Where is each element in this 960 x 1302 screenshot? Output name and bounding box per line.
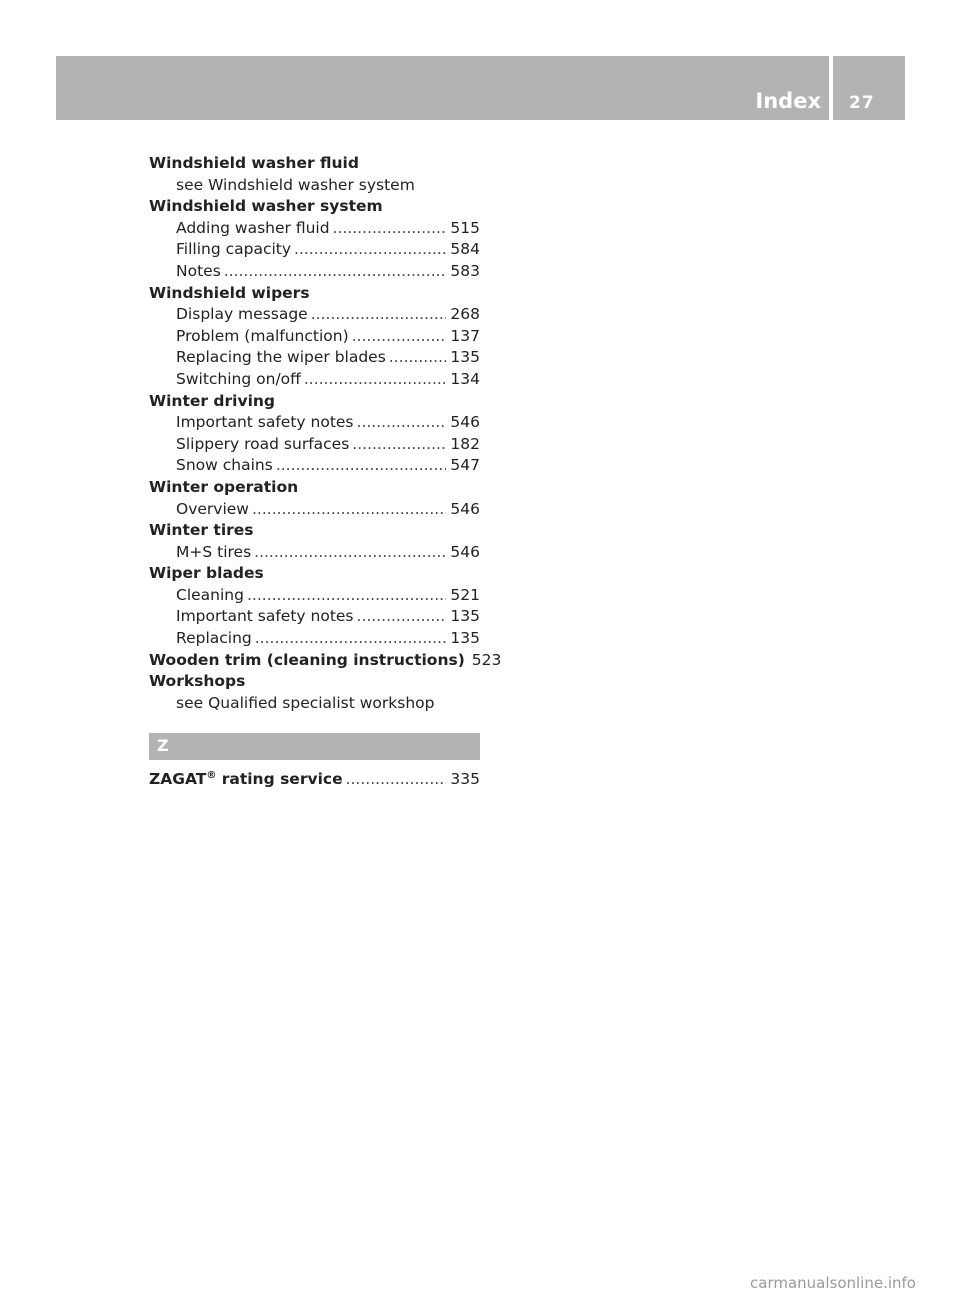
header-divider	[829, 56, 833, 120]
entry-label: M+S tires	[176, 542, 252, 561]
index-subentry	[149, 326, 480, 348]
entry-page: 515	[450, 218, 480, 237]
index-column	[149, 153, 502, 714]
index-subentry	[149, 304, 480, 326]
entry-page: 547	[450, 456, 480, 475]
index-subentry	[149, 455, 480, 477]
entry-label: ZAGAT® rating service	[149, 770, 343, 788]
leader-dots	[276, 455, 447, 477]
entry-page: 335	[450, 770, 480, 788]
index-subentry	[149, 175, 480, 197]
index-subentry	[149, 693, 480, 715]
leader-dots	[357, 606, 447, 628]
index-subentry	[149, 585, 480, 607]
leader-dots	[247, 585, 446, 607]
index-subentry	[149, 218, 480, 240]
index-subentry	[149, 542, 480, 564]
index-subentry	[149, 261, 480, 283]
entry-page: 546	[450, 413, 480, 432]
entry-label: Replacing the wiper blades	[176, 348, 386, 367]
entry-label: Windshield wipers	[149, 283, 310, 302]
entry-label: Workshops	[149, 672, 246, 691]
entry-label: Snow chains	[176, 456, 273, 475]
entry-label: Switching on/off	[176, 369, 301, 388]
entry-label: Important safety notes	[176, 607, 354, 626]
entry-page: 135	[450, 607, 480, 626]
leader-dots	[255, 628, 447, 650]
index-topic	[149, 563, 480, 585]
entry-label: see Windshield washer system	[176, 175, 415, 194]
entry-label: Winter tires	[149, 521, 254, 540]
leader-dots	[311, 304, 447, 326]
entry-label: Windshield washer fluid	[149, 154, 359, 172]
index-subentry	[149, 369, 480, 391]
entry-label: Cleaning	[176, 585, 244, 604]
index-topic	[149, 650, 502, 672]
entry-label: Replacing	[176, 629, 252, 648]
entry-page: 583	[450, 261, 480, 280]
entry-label: Winter operation	[149, 477, 299, 496]
entry-label: Important safety notes	[176, 413, 354, 432]
leader-dots	[252, 499, 446, 521]
entry-page: 546	[450, 542, 480, 561]
index-topic	[149, 671, 480, 693]
index-subentry	[149, 239, 480, 261]
page-number: 27	[849, 93, 875, 113]
index-subentry	[149, 434, 480, 456]
index-subentry	[149, 499, 480, 521]
entry-label: Problem (malfunction)	[176, 326, 349, 345]
entry-page: 268	[450, 305, 480, 324]
zagat-entry	[149, 769, 480, 791]
section-letter: Z	[157, 736, 169, 755]
entry-label: Windshield washer system	[149, 197, 383, 216]
index-topic	[149, 477, 480, 499]
index-subentry	[149, 606, 480, 628]
entry-label: Adding washer fluid	[176, 218, 330, 237]
entry-label: Display message	[176, 305, 308, 324]
header-title: Index	[755, 89, 821, 113]
leader-dots	[346, 769, 447, 791]
entry-label: Wooden trim (cleaning instructions)	[149, 650, 465, 669]
entry-label: Winter driving	[149, 391, 276, 410]
entry-page: 137	[450, 326, 480, 345]
leader-dots	[304, 369, 447, 391]
leader-dots	[352, 326, 447, 348]
leader-dots	[389, 347, 447, 369]
index-entry	[149, 769, 480, 791]
index-topic	[149, 520, 480, 542]
entry-page: 523	[471, 650, 502, 669]
leader-dots	[357, 412, 447, 434]
entry-label: Overview	[176, 499, 249, 518]
leader-dots	[352, 434, 446, 456]
entry-page: 521	[450, 585, 480, 604]
watermark: carmanualsonline.info	[750, 1274, 916, 1292]
page-header	[56, 56, 905, 120]
entry-page: 182	[450, 434, 480, 453]
index-subentry	[149, 412, 480, 434]
leader-dots	[254, 542, 446, 564]
entry-label: Filling capacity	[176, 240, 292, 259]
index-topic	[149, 196, 480, 218]
index-subentry	[149, 628, 480, 650]
entry-page: 546	[450, 499, 480, 518]
entry-page: 584	[450, 240, 480, 259]
leader-dots	[333, 218, 447, 240]
index-topic	[149, 153, 480, 175]
leader-dots	[294, 239, 446, 261]
entry-label: see Qualified specialist workshop	[176, 693, 435, 712]
entry-page: 135	[450, 348, 480, 367]
section-header-z	[149, 733, 480, 760]
index-topic	[149, 391, 480, 413]
leader-dots	[224, 261, 447, 283]
entry-page: 134	[450, 369, 480, 388]
entry-page: 135	[450, 629, 480, 648]
index-topic	[149, 283, 480, 305]
entry-label: Wiper blades	[149, 564, 264, 583]
entry-label: Slippery road surfaces	[176, 434, 350, 453]
index-subentry	[149, 347, 480, 369]
entry-label: Notes	[176, 261, 221, 280]
